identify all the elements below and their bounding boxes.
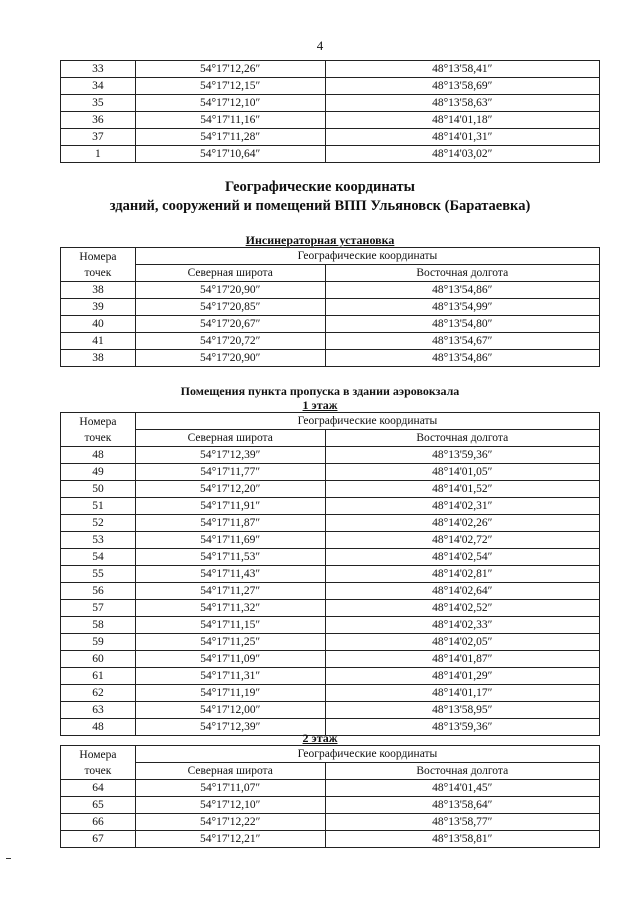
east-longitude-cell: 48°14'02,64″ bbox=[325, 583, 599, 600]
east-longitude-cell: 48°14'01,52″ bbox=[325, 481, 599, 498]
north-latitude-cell: 54°17'12,00″ bbox=[135, 702, 325, 719]
east-longitude-cell: 48°13'54,80″ bbox=[325, 316, 599, 333]
north-latitude-cell: 54°17'20,72″ bbox=[135, 333, 325, 350]
east-longitude-cell: 48°13'58,64″ bbox=[325, 797, 599, 814]
north-latitude-cell: 54°17'11,31″ bbox=[135, 668, 325, 685]
header-east-longitude: Восточная долгота bbox=[325, 265, 599, 282]
east-longitude-cell: 48°13'58,69″ bbox=[325, 78, 599, 95]
table-row bbox=[61, 600, 600, 617]
point-number-cell: 35 bbox=[61, 95, 136, 112]
table-row bbox=[61, 95, 600, 112]
east-longitude-cell: 48°14'01,17″ bbox=[325, 685, 599, 702]
north-latitude-cell: 54°17'12,39″ bbox=[135, 447, 325, 464]
point-number-cell: 34 bbox=[61, 78, 136, 95]
header-geo-coordinates: Географические координаты bbox=[135, 248, 599, 265]
header-point-numbers: Номера точек bbox=[61, 746, 136, 780]
point-number-cell: 40 bbox=[61, 316, 136, 333]
main-title-line2: зданий, сооружений и помещений ВПП Ульяновск (Баратаевка) bbox=[109, 198, 531, 214]
north-latitude-cell: 54°17'12,26″ bbox=[135, 61, 325, 78]
north-latitude-cell: 54°17'11,69″ bbox=[135, 532, 325, 549]
table-row bbox=[61, 78, 600, 95]
table-row bbox=[61, 685, 600, 702]
incinerator-title: Инсинераторная установка bbox=[245, 233, 395, 247]
east-longitude-cell: 48°14'02,05″ bbox=[325, 634, 599, 651]
continuation-table bbox=[60, 60, 600, 163]
north-latitude-cell: 54°17'11,15″ bbox=[135, 617, 325, 634]
north-latitude-cell: 54°17'11,53″ bbox=[135, 549, 325, 566]
east-longitude-cell: 48°13'58,95″ bbox=[325, 702, 599, 719]
table-row bbox=[61, 797, 600, 814]
north-latitude-cell: 54°17'10,64″ bbox=[135, 146, 325, 163]
north-latitude-cell: 54°17'20,90″ bbox=[135, 282, 325, 299]
table-row bbox=[61, 566, 600, 583]
east-longitude-cell: 48°14'02,26″ bbox=[325, 515, 599, 532]
point-number-cell: 56 bbox=[61, 583, 136, 600]
table-row bbox=[61, 515, 600, 532]
east-longitude-cell: 48°13'59,36″ bbox=[325, 447, 599, 464]
header-point-numbers: Номера точек bbox=[61, 413, 136, 447]
east-longitude-cell: 48°14'02,81″ bbox=[325, 566, 599, 583]
table-row bbox=[61, 634, 600, 651]
east-longitude-cell: 48°13'54,86″ bbox=[325, 350, 599, 367]
north-latitude-cell: 54°17'11,25″ bbox=[135, 634, 325, 651]
page-number: 4 bbox=[316, 38, 324, 53]
north-latitude-cell: 54°17'20,67″ bbox=[135, 316, 325, 333]
point-number-cell: 55 bbox=[61, 566, 136, 583]
table-row bbox=[61, 702, 600, 719]
east-longitude-cell: 48°13'58,81″ bbox=[325, 831, 599, 848]
point-number-cell: 38 bbox=[61, 350, 136, 367]
point-number-cell: 52 bbox=[61, 515, 136, 532]
header-point-numbers: Номера точек bbox=[61, 248, 136, 282]
table-row bbox=[61, 112, 600, 129]
point-number-cell: 57 bbox=[61, 600, 136, 617]
north-latitude-cell: 54°17'11,91″ bbox=[135, 498, 325, 515]
point-number-cell: 41 bbox=[61, 333, 136, 350]
north-latitude-cell: 54°17'12,22″ bbox=[135, 814, 325, 831]
floor1-title: 1 этаж bbox=[302, 398, 338, 412]
header-north-latitude: Северная широта bbox=[135, 763, 325, 780]
table-row bbox=[61, 129, 600, 146]
floor1-table bbox=[60, 412, 600, 736]
incinerator-table bbox=[60, 247, 600, 367]
east-longitude-cell: 48°14'02,52″ bbox=[325, 600, 599, 617]
header-north-latitude: Северная широта bbox=[135, 430, 325, 447]
table-row bbox=[61, 831, 600, 848]
table-row bbox=[61, 532, 600, 549]
east-longitude-cell: 48°14'01,31″ bbox=[325, 129, 599, 146]
north-latitude-cell: 54°17'11,16″ bbox=[135, 112, 325, 129]
north-latitude-cell: 54°17'11,27″ bbox=[135, 583, 325, 600]
table-row bbox=[61, 498, 600, 515]
header-geo-coordinates: Географические координаты bbox=[135, 413, 599, 430]
header-east-longitude: Восточная долгота bbox=[325, 430, 599, 447]
north-latitude-cell: 54°17'11,32″ bbox=[135, 600, 325, 617]
east-longitude-cell: 48°14'02,54″ bbox=[325, 549, 599, 566]
east-longitude-cell: 48°14'02,33″ bbox=[325, 617, 599, 634]
table-row bbox=[61, 583, 600, 600]
table-row bbox=[61, 617, 600, 634]
north-latitude-cell: 54°17'11,07″ bbox=[135, 780, 325, 797]
point-number-cell: 1 bbox=[61, 146, 136, 163]
table-row bbox=[61, 333, 600, 350]
point-number-cell: 39 bbox=[61, 299, 136, 316]
east-longitude-cell: 48°14'02,72″ bbox=[325, 532, 599, 549]
point-number-cell: 37 bbox=[61, 129, 136, 146]
table-row bbox=[61, 814, 600, 831]
north-latitude-cell: 54°17'11,09″ bbox=[135, 651, 325, 668]
point-number-cell: 60 bbox=[61, 651, 136, 668]
header-east-longitude: Восточная долгота bbox=[325, 763, 599, 780]
north-latitude-cell: 54°17'12,20″ bbox=[135, 481, 325, 498]
point-number-cell: 38 bbox=[61, 282, 136, 299]
margin-mark bbox=[6, 858, 11, 859]
table-row bbox=[61, 282, 600, 299]
point-number-cell: 53 bbox=[61, 532, 136, 549]
point-number-cell: 63 bbox=[61, 702, 136, 719]
terminal-title: Помещения пункта пропуска в здании аэровокзала bbox=[180, 384, 460, 398]
north-latitude-cell: 54°17'12,10″ bbox=[135, 797, 325, 814]
table-row bbox=[61, 146, 600, 163]
point-number-cell: 58 bbox=[61, 617, 136, 634]
north-latitude-cell: 54°17'11,19″ bbox=[135, 685, 325, 702]
east-longitude-cell: 48°14'01,18″ bbox=[325, 112, 599, 129]
table-row bbox=[61, 61, 600, 78]
floor2-title: 2 этаж bbox=[302, 731, 338, 745]
main-title-line1: Географические координаты bbox=[225, 179, 415, 195]
point-number-cell: 54 bbox=[61, 549, 136, 566]
point-number-cell: 59 bbox=[61, 634, 136, 651]
header-geo-coordinates: Географические координаты bbox=[135, 746, 599, 763]
north-latitude-cell: 54°17'12,39″ bbox=[135, 719, 325, 736]
table-row bbox=[61, 481, 600, 498]
east-longitude-cell: 48°13'59,36″ bbox=[325, 719, 599, 736]
table-row bbox=[61, 299, 600, 316]
east-longitude-cell: 48°14'01,87″ bbox=[325, 651, 599, 668]
east-longitude-cell: 48°13'58,41″ bbox=[325, 61, 599, 78]
east-longitude-cell: 48°14'02,31″ bbox=[325, 498, 599, 515]
north-latitude-cell: 54°17'12,10″ bbox=[135, 95, 325, 112]
north-latitude-cell: 54°17'11,77″ bbox=[135, 464, 325, 481]
point-number-cell: 33 bbox=[61, 61, 136, 78]
point-number-cell: 49 bbox=[61, 464, 136, 481]
table-row bbox=[61, 447, 600, 464]
point-number-cell: 48 bbox=[61, 719, 136, 736]
east-longitude-cell: 48°14'01,29″ bbox=[325, 668, 599, 685]
table-row bbox=[61, 350, 600, 367]
east-longitude-cell: 48°13'54,86″ bbox=[325, 282, 599, 299]
point-number-cell: 64 bbox=[61, 780, 136, 797]
point-number-cell: 50 bbox=[61, 481, 136, 498]
north-latitude-cell: 54°17'12,21″ bbox=[135, 831, 325, 848]
point-number-cell: 61 bbox=[61, 668, 136, 685]
point-number-cell: 51 bbox=[61, 498, 136, 515]
north-latitude-cell: 54°17'11,87″ bbox=[135, 515, 325, 532]
point-number-cell: 65 bbox=[61, 797, 136, 814]
point-number-cell: 67 bbox=[61, 831, 136, 848]
table-row bbox=[61, 464, 600, 481]
east-longitude-cell: 48°13'58,77″ bbox=[325, 814, 599, 831]
east-longitude-cell: 48°13'58,63″ bbox=[325, 95, 599, 112]
table-row bbox=[61, 549, 600, 566]
table-row bbox=[61, 668, 600, 685]
east-longitude-cell: 48°13'54,99″ bbox=[325, 299, 599, 316]
north-latitude-cell: 54°17'20,90″ bbox=[135, 350, 325, 367]
east-longitude-cell: 48°14'01,45″ bbox=[325, 780, 599, 797]
point-number-cell: 48 bbox=[61, 447, 136, 464]
table-row bbox=[61, 316, 600, 333]
table-row bbox=[61, 651, 600, 668]
east-longitude-cell: 48°14'01,05″ bbox=[325, 464, 599, 481]
point-number-cell: 66 bbox=[61, 814, 136, 831]
table-row bbox=[61, 780, 600, 797]
point-number-cell: 36 bbox=[61, 112, 136, 129]
north-latitude-cell: 54°17'11,43″ bbox=[135, 566, 325, 583]
floor2-table bbox=[60, 745, 600, 848]
north-latitude-cell: 54°17'11,28″ bbox=[135, 129, 325, 146]
east-longitude-cell: 48°14'03,02″ bbox=[325, 146, 599, 163]
north-latitude-cell: 54°17'12,15″ bbox=[135, 78, 325, 95]
header-north-latitude: Северная широта bbox=[135, 265, 325, 282]
north-latitude-cell: 54°17'20,85″ bbox=[135, 299, 325, 316]
east-longitude-cell: 48°13'54,67″ bbox=[325, 333, 599, 350]
point-number-cell: 62 bbox=[61, 685, 136, 702]
